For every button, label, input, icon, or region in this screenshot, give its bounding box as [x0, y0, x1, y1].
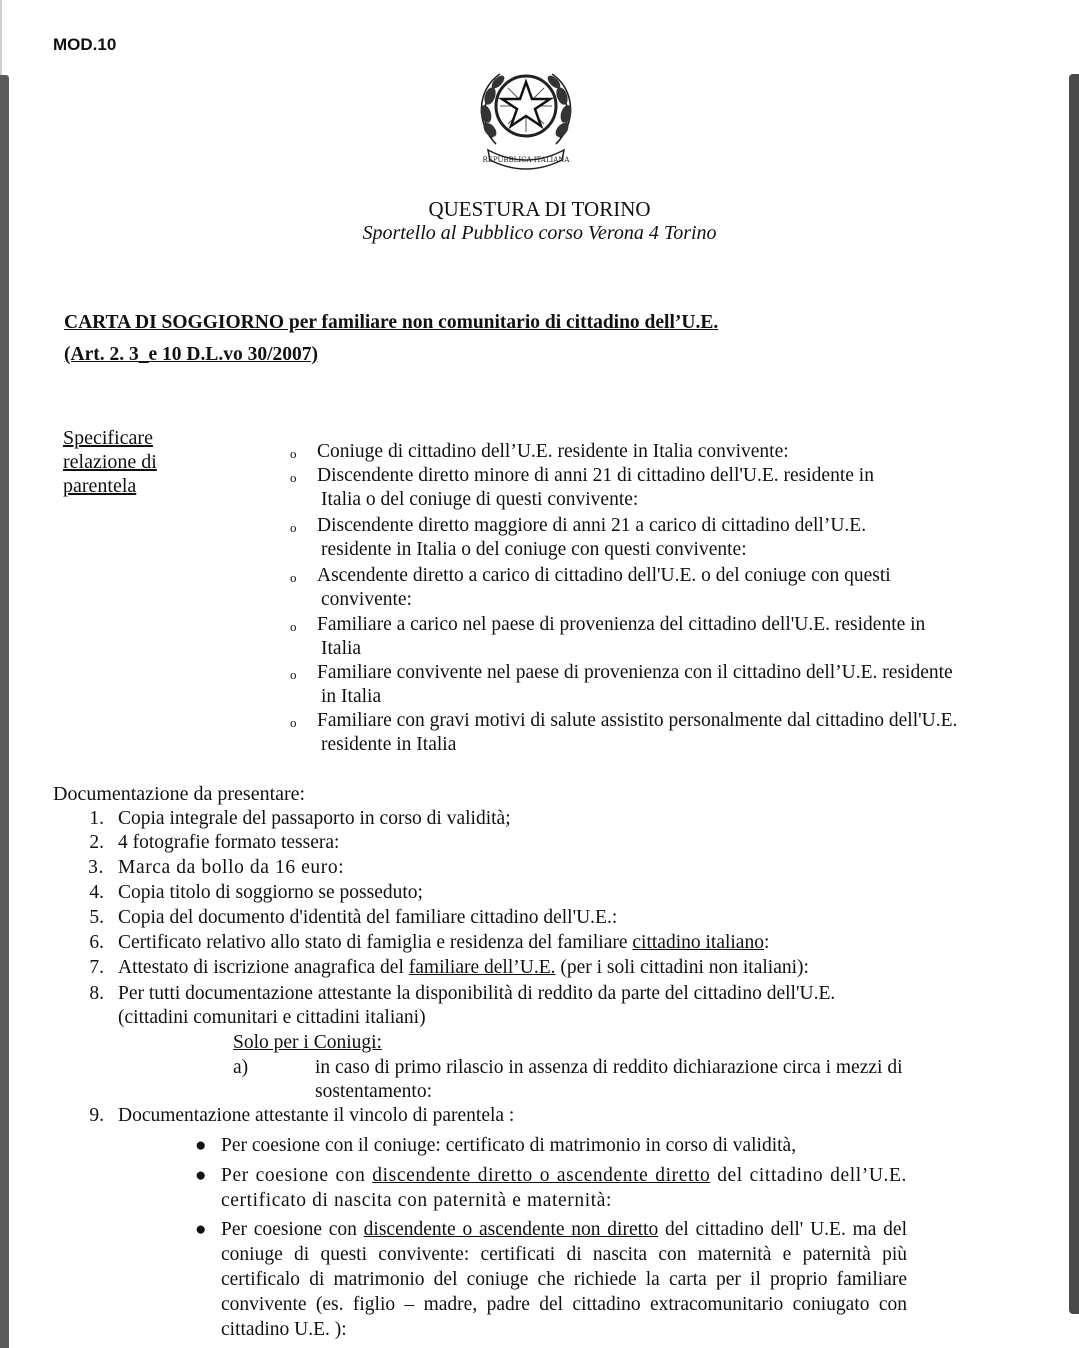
list-item: 2. 4 fotografie formato tessera:	[89, 832, 340, 853]
kinship-item: ● Per coesione con discendente diretto o ascendente diretto del cittadino dell’U.E. certificato di nascita con paternità e maternità:	[195, 1165, 907, 1211]
relationship-option[interactable]: o Familiare convivente nel paese di provenienza con il cittadino dell’U.E. residente in Italia	[290, 662, 953, 707]
relationship-option[interactable]: o Ascendente diretto a carico di cittadino dell'U.E. o del coniuge con questi convivente:	[290, 565, 891, 610]
option-bullet-icon: o	[290, 667, 297, 682]
option-bullet-icon: o	[290, 520, 297, 535]
left-scroll-edge	[0, 75, 9, 1348]
list-item: 7. Attestato di iscrizione anagrafica del familiare dell’U.E. (per i soli cittadini non italiani):	[89, 957, 809, 978]
bullet-icon: ●	[195, 1165, 208, 1186]
list-item: 8. Per tutti documentazione attestante la disponibilità di reddito da parte del cittadino dell'U.E. (cittadini comunitari e cittadini italiani)	[89, 983, 836, 1028]
office-subtitle: Sportello al Pubblico corso Verona 4 Torino	[362, 222, 717, 244]
office-title: QUESTURA DI TORINO	[428, 197, 651, 221]
republic-emblem-icon	[470, 52, 582, 174]
underlined-term: familiare dell’U.E.	[408, 957, 556, 978]
option-bullet-icon: o	[290, 570, 297, 585]
svg-text:REPUBBLICA ITALIANA: REPUBBLICA ITALIANA	[482, 156, 570, 164]
document-title: CARTA DI SOGGIORNO per familiare non comunitario di cittadino dell’U.E.	[64, 312, 719, 333]
list-item: 4. Copia titolo di soggiorno se posseduto;	[89, 882, 423, 903]
option-bullet-icon: o	[290, 470, 297, 485]
list-item: 1. Copia integrale del passaporto in corso di validità;	[89, 808, 511, 829]
relationship-label: Specificare relazione di parentela	[63, 427, 157, 497]
list-item: 9. Documentazione attestante il vincolo di parentela :	[89, 1105, 515, 1126]
relationship-option[interactable]: o Discendente diretto maggiore di anni 21 a carico di cittadino dell’U.E. residente in Italia o del coniuge con questi convivente:	[290, 515, 867, 560]
relationship-option[interactable]: o Coniuge di cittadino dell’U.E. residente in Italia convivente:	[290, 440, 1010, 464]
right-scrollbar[interactable]	[1069, 74, 1079, 1314]
option-bullet-icon: o	[290, 715, 297, 730]
documents-heading: Documentazione da presentare:	[53, 783, 306, 805]
underlined-term: cittadino italiano	[632, 932, 764, 953]
page-edge-top-left	[0, 0, 2, 75]
relationship-option[interactable]: o Familiare a carico nel paese di provenienza del cittadino dell'U.E. residente in Italia	[290, 614, 926, 659]
list-item: 3. Marca da bollo da 16 euro:	[88, 857, 345, 878]
spouses-only-item: a) in caso di primo rilascio in assenza di reddito dichiarazione circa i mezzi di sostentamento:	[233, 1057, 903, 1102]
bullet-icon: ●	[195, 1219, 207, 1240]
list-item: 5. Copia del documento d'identità del familiare cittadino dell'U.E.:	[89, 907, 618, 928]
spouses-only-heading: Solo per i Coniugi:	[233, 1032, 382, 1053]
kinship-item: ● Per coesione con discendente o ascendente non diretto del cittadino dell' U.E. ma del coniuge di questi convivente: certificati di nascita con maternità e paternità più certificalo di matrimonio del coniuge che richiede la carta per il proprio familiare convivente (es. figlio – madre, padre del cittadino extracomunitario coniugato con cittadino U.E. ):	[195, 1219, 908, 1340]
underlined-term: discendente diretto o ascendente diretto	[372, 1165, 711, 1186]
form-code: MOD.10	[53, 35, 117, 54]
relationship-option[interactable]: o Familiare con gravi motivi di salute assistito personalmente dal cittadino dell'U.E. residente in Italia	[290, 710, 958, 755]
relationship-option[interactable]: o Discendente diretto minore di anni 21 di cittadino dell'U.E. residente in Italia o del coniuge di questi convivente:	[290, 465, 874, 510]
legal-reference: (Art. 2. 3_e 10 D.L.vo 30/2007)	[64, 344, 319, 365]
bullet-icon: ●	[195, 1135, 207, 1156]
option-bullet-icon: o	[290, 446, 297, 461]
underlined-term: discendente o ascendente non diretto	[363, 1219, 659, 1240]
list-item: 6. Certificato relativo allo stato di famiglia e residenza del familiare cittadino italiano:	[89, 932, 770, 953]
option-bullet-icon: o	[290, 619, 297, 634]
kinship-item: ● Per coesione con il coniuge: certificato di matrimonio in corso di validità,	[195, 1135, 797, 1156]
